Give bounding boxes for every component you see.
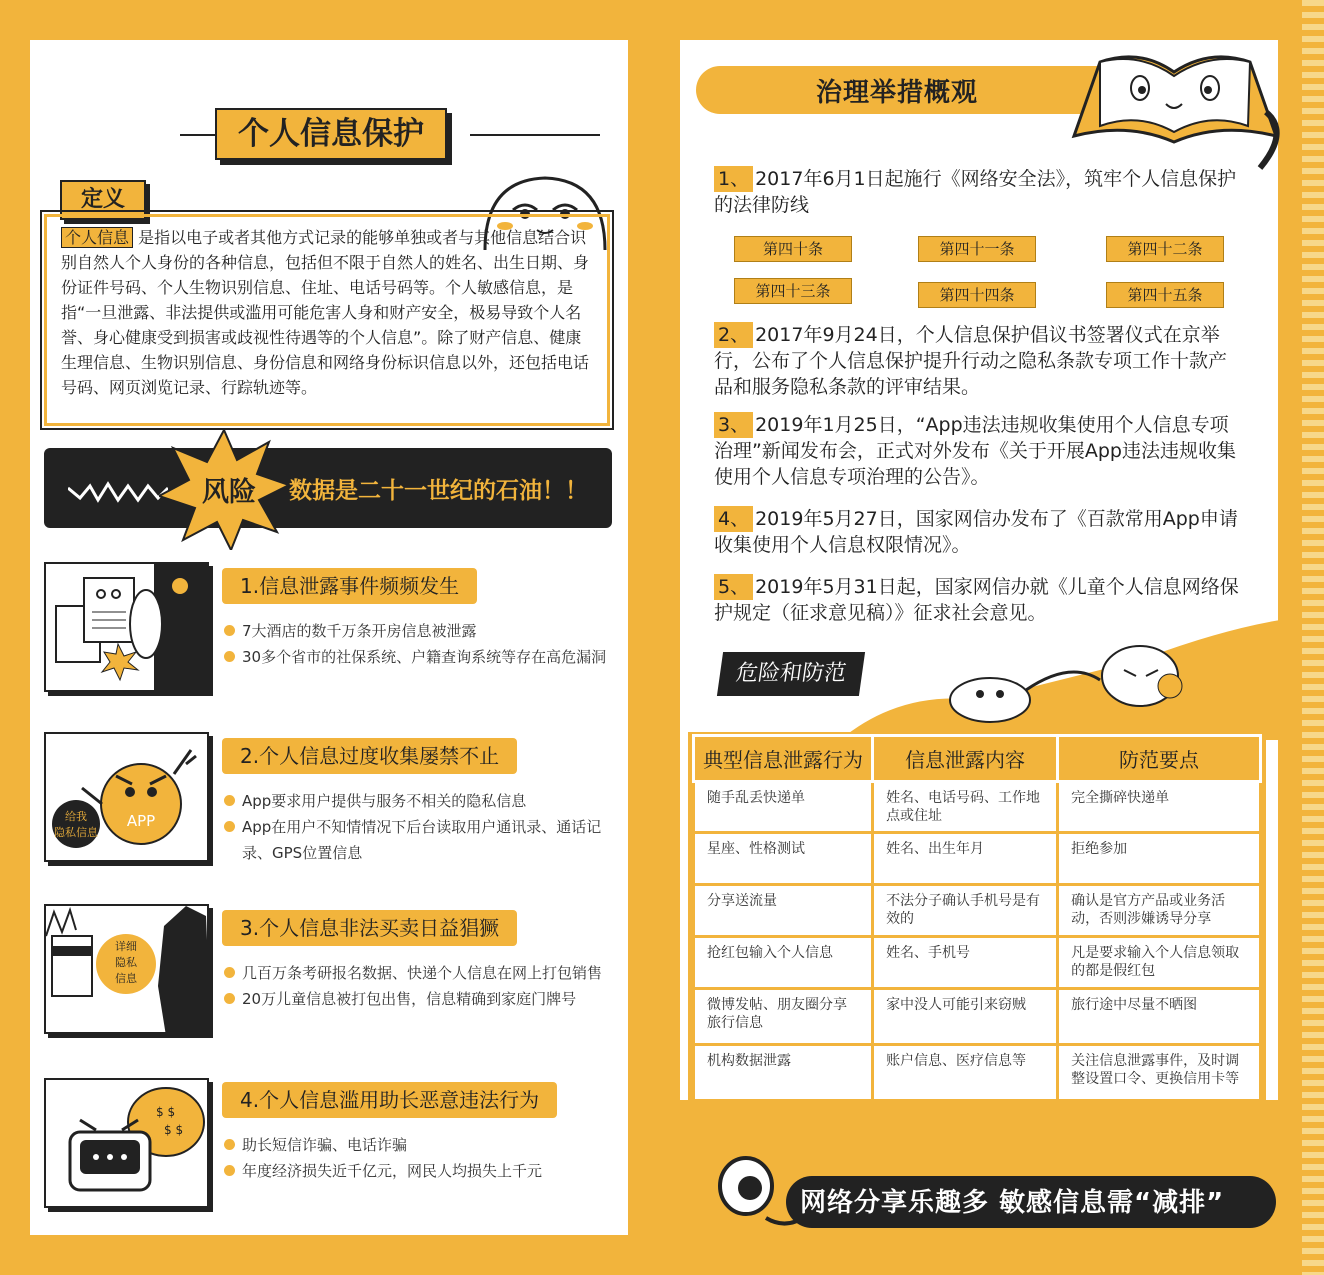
app-text: APP — [126, 812, 156, 830]
table-cell: 家中没人可能引来窃贼 — [873, 989, 1058, 1045]
bullet-item: 年度经济损失近千亿元，网民人均损失上千元 — [222, 1158, 612, 1184]
data-trade-icon — [46, 906, 209, 1034]
tug-of-war-illustration — [840, 620, 1280, 740]
leaked-documents-icon — [46, 564, 209, 692]
table-header: 信息泄露内容 — [873, 736, 1058, 782]
risk-bullets — [222, 960, 612, 1012]
teeth-icon — [68, 478, 168, 508]
bullet-item: 30多个省市的社保系统、户籍查询系统等存在高危漏洞 — [222, 644, 612, 670]
app-monster-icon — [46, 734, 209, 862]
table-cell: 拒绝参加 — [1058, 833, 1261, 885]
risk-item-4 — [44, 1076, 612, 1226]
table-row — [694, 782, 1261, 833]
risk-item-1 — [44, 562, 612, 702]
table-header: 典型信息泄露行为 — [694, 736, 873, 782]
risk-bullets — [222, 1132, 612, 1184]
measure-number: 5、 — [714, 574, 753, 600]
title-line-left — [180, 134, 215, 136]
article-tag: 第四十一条 — [918, 236, 1036, 262]
table-row — [694, 937, 1261, 989]
bubble-line: 给我 — [65, 810, 87, 823]
risk-banner — [44, 448, 612, 528]
bullet-item: 助长短信诈骗、电话诈骗 — [222, 1132, 612, 1158]
article-tag: 第四十条 — [734, 236, 852, 262]
article-tag: 第四十二条 — [1106, 236, 1224, 262]
prevention-table — [692, 734, 1262, 1102]
bullet-item: App在用户不知情情况下后台读取用户通讯录、通话记录、GPS位置信息 — [222, 814, 612, 866]
table-cell: 凡是要求输入个人信息领取的都是假红包 — [1058, 937, 1261, 989]
table-row — [694, 1045, 1261, 1101]
article-tag: 第四十四条 — [918, 282, 1036, 308]
article-tag: 第四十五条 — [1106, 282, 1224, 308]
table-cell: 姓名、出生年月 — [873, 833, 1058, 885]
table-cell: 账户信息、医疗信息等 — [873, 1045, 1058, 1101]
risk-label: 风险 — [202, 477, 256, 508]
book-mascot-icon — [1070, 42, 1280, 172]
table-cell: 机构数据泄露 — [694, 1045, 873, 1101]
table-row — [694, 989, 1261, 1045]
footer — [680, 1100, 1278, 1235]
bubble-line: 隐私信息 — [54, 826, 98, 839]
circle-line: 详细 — [115, 940, 137, 953]
table-cell: 抢红包输入个人信息 — [694, 937, 873, 989]
measure-number: 4、 — [714, 506, 753, 532]
measure-2 — [714, 322, 1244, 400]
footer-slogan-pill — [786, 1176, 1276, 1228]
documents-illustration — [44, 562, 209, 692]
main-title-area — [30, 106, 628, 166]
app-monster-illustration — [44, 732, 209, 862]
bullet-item: 几百万条考研报名数据、快递个人信息在网上打包销售 — [222, 960, 612, 986]
table-row — [694, 833, 1261, 885]
definition-text: 是指以电子或者其他方式记录的能够单独或者与其他信息结合识别自然人个人身份的各种信息，包括但不限于自然人的姓名、出生日期、身份证件号码、个人生物识别信息、住址、电话号码等。个人敏感信息，是指“一旦泄露、非法提供或滥用可能危害人身和财产安全，极易导致个人名誉、身心健康受到损害或歧视性待遇等的个人信息”。除了财产信息、健康生理信息、生物识别信息、身份信息和网络身份标识信息以外，还包括电话号码、网页浏览记录、行踪轨迹等。 — [61, 228, 590, 397]
title-line-right — [470, 134, 600, 136]
table-cell: 不法分子确认手机号是有效的 — [873, 885, 1058, 937]
measure-number: 1、 — [714, 166, 753, 192]
measure-3 — [714, 412, 1244, 490]
risk-bullets — [222, 788, 612, 866]
table-cell: 旅行途中尽量不晒图 — [1058, 989, 1261, 1045]
table-row — [694, 885, 1261, 937]
measure-text: 2017年6月1日起施行《网络安全法》，筑牢个人信息保护的法律防线 — [714, 168, 1237, 216]
table-cell: 确认是官方产品或业务活动，否则涉嫌诱导分享 — [1058, 885, 1261, 937]
definition-tag: 定义 — [60, 180, 146, 220]
definition-term: 个人信息 — [61, 227, 133, 248]
table-cell: 分享送流量 — [694, 885, 873, 937]
measure-text: 2019年5月27日，国家网信办发布了《百款常用App申请收集使用个人信息权限情况》。 — [714, 508, 1238, 556]
measure-text: 2017年9月24日，个人信息保护倡议书签署仪式在京举行，公布了个人信息保护提升行动之隐私条款专项工作十款产品和服务隐私条款的评审结果。 — [714, 324, 1228, 398]
circle-line: 信息 — [115, 972, 137, 985]
measure-1 — [714, 166, 1244, 218]
table-cell: 姓名、电话号码、工作地点或住址 — [873, 782, 1058, 833]
bullet-item: 20万儿童信息被打包出售，信息精确到家庭门牌号 — [222, 986, 612, 1012]
data-trade-illustration — [44, 904, 209, 1034]
table-header-row — [694, 736, 1261, 782]
bullet-item: App要求用户提供与服务不相关的隐私信息 — [222, 788, 612, 814]
article-tag: 第四十三条 — [734, 278, 852, 304]
table-cell: 随手乱丢快递单 — [694, 782, 873, 833]
measure-4 — [714, 506, 1244, 558]
right-panel — [680, 40, 1278, 1235]
measure-number: 2、 — [714, 322, 753, 348]
decorative-stripe — [1302, 0, 1324, 1275]
table-cell: 微博发帖、朋友圈分享旅行信息 — [694, 989, 873, 1045]
left-panel — [30, 40, 628, 1235]
risk-title: 1.信息泄露事件频频发生 — [222, 568, 477, 604]
risk-title: 2.个人信息过度收集屡禁不止 — [222, 738, 517, 774]
message-monster-illustration — [44, 1078, 209, 1208]
bullet-item: 7大酒店的数千万条开房信息被泄露 — [222, 618, 612, 644]
risk-title: 4.个人信息滥用助长恶意违法行为 — [222, 1082, 557, 1118]
danger-tag: 危险和防范 — [717, 652, 865, 696]
circle-line: 隐私 — [115, 956, 137, 969]
risk-title: 3.个人信息非法买卖日益猖獗 — [222, 910, 517, 946]
message-monster-icon — [46, 1080, 209, 1208]
page-title: 个人信息保护 — [215, 108, 447, 160]
measure-text: 2019年1月25日，“App违法违规收集使用个人信息专项治理”新闻发布会，正式对外发布《关于开展App违法违规收集使用个人信息专项治理的公告》。 — [714, 414, 1236, 488]
risk-bullets — [222, 618, 612, 670]
table-cell: 星座、性格测试 — [694, 833, 873, 885]
measure-number: 3、 — [714, 412, 753, 438]
table-header: 防范要点 — [1058, 736, 1261, 782]
governance-banner — [696, 66, 1126, 114]
svg-text:$ $: $ $ — [164, 1123, 184, 1137]
risk-item-3 — [44, 904, 612, 1084]
measure-5 — [714, 574, 1244, 626]
table-cell: 关注信息泄露事件，及时调整设置口令、更换信用卡等 — [1058, 1045, 1261, 1101]
svg-text:$ $: $ $ — [156, 1105, 176, 1119]
table-cell: 姓名、手机号 — [873, 937, 1058, 989]
footer-slogan: 网络分享乐趣多 敏感信息需“减排” — [800, 1188, 1225, 1218]
table-cell: 完全撕碎快递单 — [1058, 782, 1261, 833]
governance-title: 治理举措概观 — [816, 78, 979, 108]
measure-text: 2019年5月31日起，国家网信办就《儿童个人信息网络保护规定（征求意见稿）》征求社会意见。 — [714, 576, 1239, 624]
risk-slogan: 数据是二十一世纪的石油！！ — [289, 478, 588, 504]
definition-box — [44, 214, 610, 426]
risk-item-2 — [44, 732, 612, 892]
